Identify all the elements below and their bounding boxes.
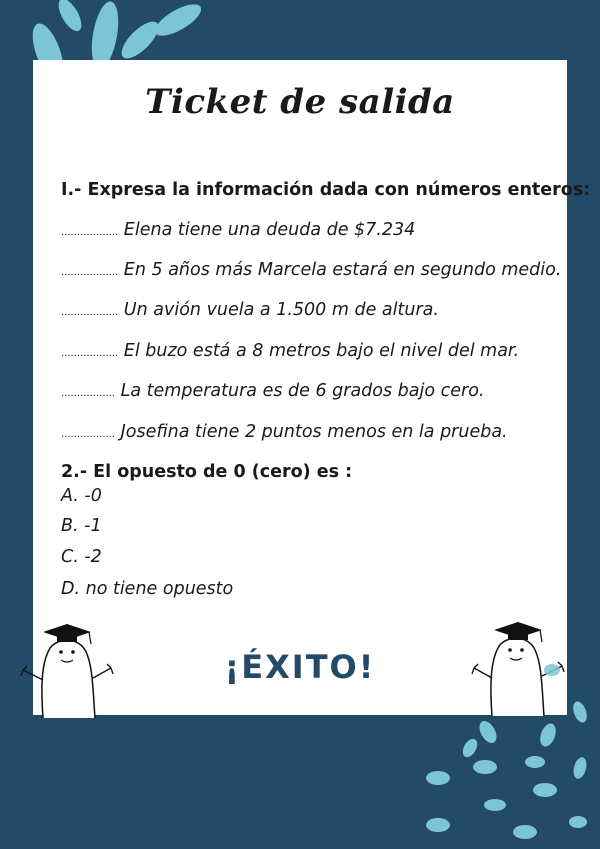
exercise-item [61, 300, 439, 320]
exercise-text: En 5 años más Marcela estará en segundo medio. [123, 260, 562, 280]
graduate-doodle-left-icon [15, 620, 120, 720]
exercise-item [61, 341, 519, 361]
exercise-text: Un avión vuela a 1.500 m de altura. [123, 300, 439, 320]
ticket-card [33, 60, 591, 715]
exercise-text: Josefina tiene 2 puntos menos en la prueba. [120, 422, 508, 442]
answer-blank[interactable]: .................. [61, 307, 119, 318]
section2-heading: 2.- El opuesto de 0 (cero) es : [61, 462, 353, 482]
graduate-doodle-right-icon [468, 618, 573, 718]
bottom-dots-decoration [426, 700, 589, 839]
answer-blank[interactable]: .................. [61, 348, 119, 359]
exercise-item [61, 381, 485, 401]
answer-blank[interactable]: ................. [61, 429, 116, 440]
option-c[interactable]: C. -2 [61, 547, 102, 567]
answer-blank[interactable]: ................. [61, 388, 116, 399]
success-banner: ¡ÉXITO! [224, 648, 376, 686]
exercise-text: La temperatura es de 6 grados bajo cero. [120, 381, 485, 401]
page-title: Ticket de salida [145, 82, 455, 122]
section1-heading: I.- Expresa la información dada con números enteros: [61, 180, 591, 200]
answer-blank[interactable]: .................. [61, 227, 119, 238]
exercise-item [61, 260, 561, 280]
option-b[interactable]: B. -1 [61, 516, 102, 536]
exercise-item [61, 220, 415, 240]
exercise-item [61, 422, 508, 442]
exercise-text: El buzo está a 8 metros bajo el nivel del mar. [123, 341, 520, 361]
answer-blank[interactable]: .................. [61, 267, 119, 278]
option-d[interactable]: D. no tiene opuesto [61, 579, 234, 599]
exercise-text: Elena tiene una deuda de $7.234 [123, 220, 416, 240]
option-a[interactable]: A. -0 [61, 486, 102, 506]
